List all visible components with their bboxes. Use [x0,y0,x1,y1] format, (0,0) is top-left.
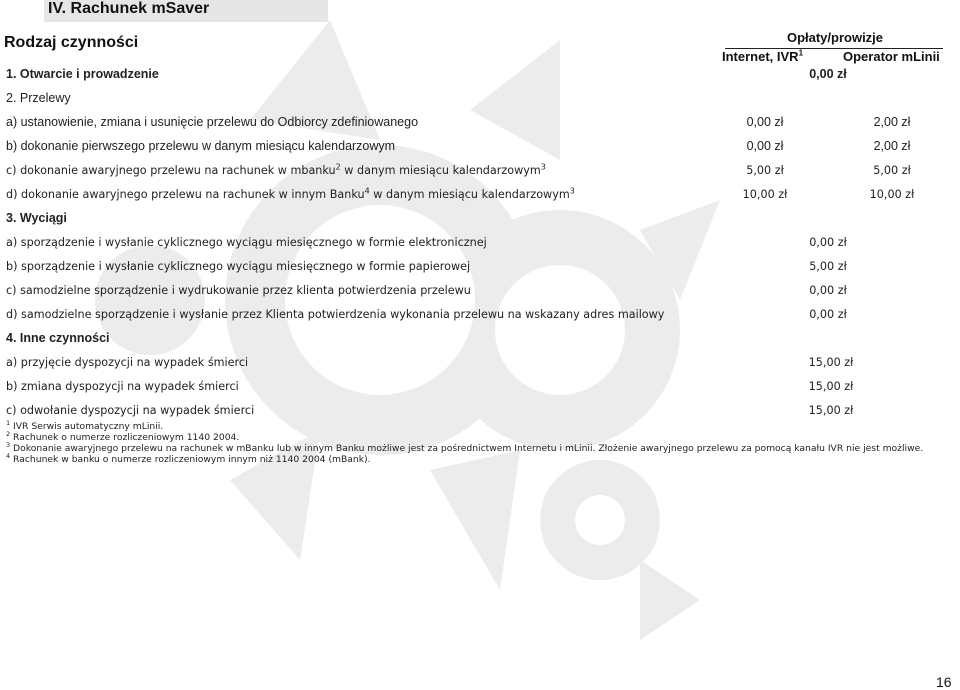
footnote-ref: 4 [364,186,370,196]
footnote-text: Rachunek o numerze rozliczeniowym 1140 2004. [10,432,240,443]
footnote [6,451,960,465]
table-row [0,280,960,304]
operator-column-header: Operator mLinii [843,49,940,64]
activity-label-part: w danym miesiącu kalendarzowym [340,164,541,177]
activity-label: b) sporządzenie i wysłanie cyklicznego wyciągu miesięcznego w formie papierowej [6,260,471,273]
footnote-number: 3 [6,440,11,449]
fee-operator: 2,00 zł [873,115,911,129]
group-other-row [0,328,960,352]
activity-column-header: Rodzaj czynności [4,34,139,51]
group-title: 4. Inne czynności [6,331,110,345]
group-title: 3. Wyciągi [6,211,67,225]
activity-label: b) zmiana dyspozycji na wypadek śmierci [6,380,239,393]
page-number: 16 [936,674,952,690]
footnote-text: IVR Serwis automatyczny mLinii. [10,421,164,432]
table-row [0,352,960,376]
fee-internet: 0,00 zł [746,115,784,129]
footnotes [6,418,960,465]
footnote [6,440,960,454]
footnote-ref: 3 [569,186,575,196]
footnote-number: 4 [6,451,11,460]
group-opening-row [0,64,960,88]
table-row [0,304,960,328]
fee-operator: 10,00 zł [869,188,915,201]
fee-value: 0,00 zł [809,284,847,297]
fee-internet: 0,00 zł [746,139,784,153]
fee-value: 5,00 zł [809,260,847,273]
fee-operator: 5,00 zł [873,164,911,177]
footnote-ref: 2 [335,162,341,172]
table-row [0,256,960,280]
fees-column-header: Opłaty/prowizje [786,30,884,45]
table-row [0,136,960,160]
fee-value: 15,00 zł [808,404,854,417]
fee-value: 15,00 zł [808,356,854,369]
table-row [0,376,960,400]
internet-ivr-label: Internet, IVR [722,49,799,64]
activity-label: b) dokonanie pierwszego przelewu w danym miesiącu kalendarzowym [6,139,396,153]
table-row [0,112,960,136]
fee-internet: 10,00 zł [742,188,788,201]
activity-label: d) samodzielne sporządzenie i wysłanie przez Klienta potwierdzenia wykonania przelewu na wskazany adres mailowy [6,308,665,321]
footnote-text: Dokonanie awaryjnego przelewu na rachunek w mBanku lub w innym Banku możliwe jest za pośrednictwem Internetu i mLinii. Złożenie awaryjnego przelewu za pomocą kanału IVR nie jest możliwe. [10,443,924,454]
fee-internet: 5,00 zł [746,164,784,177]
section-title: IV. Rachunek mSaver [44,0,328,22]
activity-label-part: w danym miesiącu kalendarzowym [369,188,570,201]
footnote-ref: 3 [540,162,546,172]
group-statements-row [0,208,960,232]
fee-value: 15,00 zł [808,380,854,393]
table-row [0,232,960,256]
activity-label [6,164,546,177]
footnote-ref: 1 [798,48,804,58]
activity-label: a) przyjęcie dyspozycji na wypadek śmierci [6,356,249,369]
footnote-text: Rachunek w banku o numerze rozliczeniowym innym niż 1140 2004 (mBank). [10,454,371,465]
table-row [0,184,960,208]
activity-label [6,188,575,201]
activity-label: a) sporządzenie i wysłanie cyklicznego wyciągu miesięcznego w formie elektronicznej [6,236,487,249]
group-title: 1. Otwarcie i prowadzenie [6,67,159,81]
footnote-number: 2 [6,429,11,438]
group-transfers-row [0,88,960,112]
fee-value: 0,00 zł [809,308,847,321]
activity-label-part: d) dokonanie awaryjnego przelewu na rachunek w innym Banku [6,188,365,201]
footnote-number: 1 [6,418,11,427]
group-title: 2. Przelewy [6,91,71,105]
fee-operator: 2,00 zł [873,139,911,153]
footnote [6,429,960,443]
activity-label: c) samodzielne sporządzenie i wydrukowanie przez klienta potwierdzenia przelewu [6,284,471,297]
footnote [6,418,960,432]
activity-label: c) odwołanie dyspozycji na wypadek śmierci [6,404,255,417]
table-row [0,160,960,184]
fee-value: 0,00 zł [809,236,847,249]
activity-label: a) ustanowienie, zmiana i usunięcie przelewu do Odbiorcy zdefiniowanego [6,115,419,129]
activity-label-part: c) dokonanie awaryjnego przelewu na rachunek w mbanku [6,164,336,177]
fee-value: 0,00 zł [809,67,847,81]
